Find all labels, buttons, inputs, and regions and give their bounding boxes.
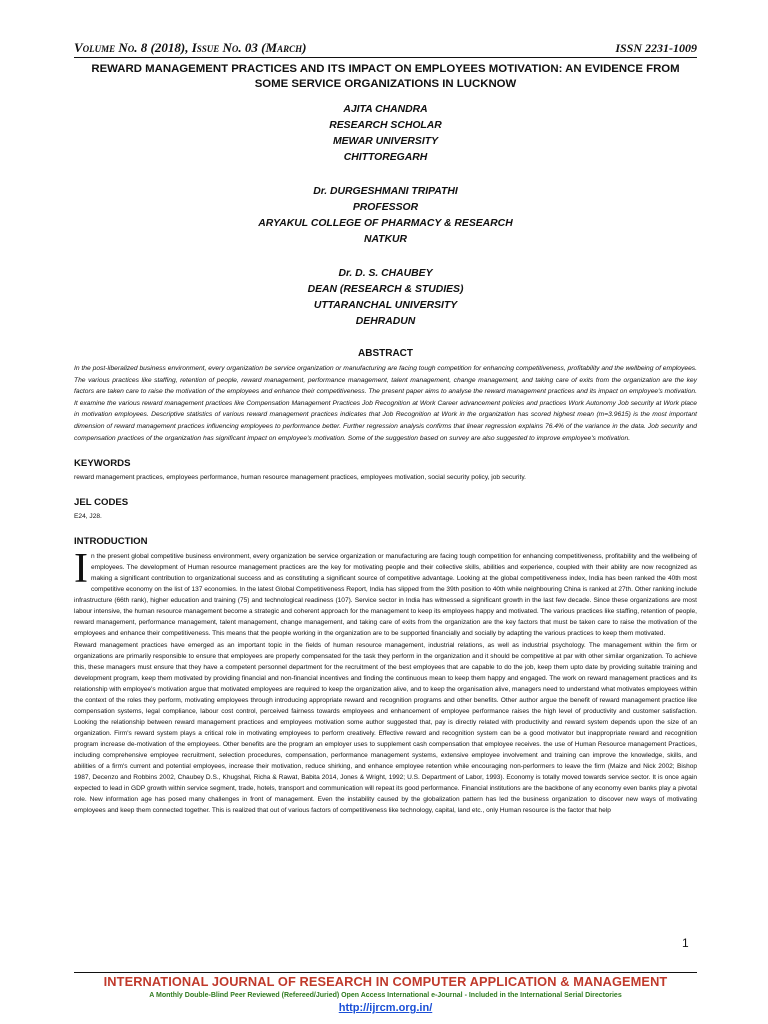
author-location: DEHRADUN	[355, 316, 416, 327]
keywords-heading: KEYWORDS	[74, 458, 131, 470]
page-number: 1	[682, 936, 689, 950]
intro-paragraph-1: n the present global competitive business environment, every organization be service organization or manufacturing are facing tough competition for enhancing competitiveness, profitability and the wellbeing of employees. The development of Human resource management practices are the key for motivating people and their collective skills, abilities and experience, coupled with their ability are now recognized as making a significant contribution to organizational success and as constituting a significant source of competitive advantage. Looking at the global competitiveness index, India has been ranked the 40th most competitive economy on the list of 137 economies. In the latest Global Competitiveness Report, India has slipped from the 39th position to 40th while neighbouring China is ranked at 27th. Other ranking include infrastructure (66th rank), higher education and training (75) and technological readiness (107). Service sector in India has witnessed a significant growth in the last few decade. Since these organizations are most labour intensive, the human resource management become a strategic and coherent approach for the management to keep its employees happy and motivated. The various practices like staffing, retention of people, reward management, performance management, talent management, change management, and taking care of exits from the organization are the key factors that must be taken care to raise the motivation of the employees and enhance their competitiveness. This means that the people working in the organization are to be supported financially and socially by adapting the various practices to keep them motivated.	[74, 553, 697, 638]
author-2	[74, 184, 697, 248]
paper-title: REWARD MANAGEMENT PRACTICES AND ITS IMPACT ON EMPLOYEES MOTIVATION: AN EVIDENCE FROM SOME SERVICE ORGANIZATIONS IN LUCKNOW	[91, 63, 680, 90]
author-role: RESEARCH SCHOLAR	[329, 120, 442, 131]
author-role: PROFESSOR	[352, 202, 419, 213]
volume-issue: Volume No. 8 (2018), Issue No. 03 (March)	[74, 40, 307, 55]
author-1	[74, 102, 697, 166]
intro-paragraph-2: Reward management practices have emerged as an important topic in the fields of human resource management, industrial relations, as well as industrial psychology. The management within the firm or organizations are primarily responsible to ensure that employees are properly compensated for the task they perform in the organization and it should be competitive at par with other similar organization. To achieve this, these managers must ensure that they have a competent personnel department for the recruitment of the best employees that are capable to do the job, keep them upto date by providing suitable training and development program, keep them motivated by providing financial and non-financial incentives and finding the continuous mean to keep them happy and engaged. The work on reward management practices and its relationship with employee's motivation argue that motivated employees are required to keep the organization alive, and to keep the organisation alive, managers need to understand what motivates employees within the context of the roles they perform, motivating employees through introducing appropriate reward and recognition programs and other benefits. Other author argue the benefit of reward management practice like compensation systems, legal compliance, labour cost control, perceived fairness towards employees and enhancement of employee performance raises the high level of productivity and customer satisfaction. Looking the relationship between reward management practices and employees motivation some author suggested that, pay is directly related with productivity and reward system depends upon the size of an organization. Firm's reward system plays a critical role in motivating employees to perform creatively. Effective reward and recognition system can be a good motivator but inappropriate reward and recognition program increase de-motivation of the employees. Other benefits are the program an employer uses to supplement cash compensation that employee receives. the use of Human Resource management Practices, including comprehensive employee recruitment, selection procedures, compensation, performance management systems, extensive employee involvement and training can improve the knowledge, skills, and abilities of a firm's current and potential employees, increase their motivation, reduce shirking, and enhance employee retention while encouraging non-performers to leave the firm (Maize and Nick 2002; Bishop 1987, Decenzo and Robbins 2002, Chaubey D.S., Khugshal, Richa & Rawat, Babita 2014, Jones & Wright, 1992; U.S. Department of Labor, 1993). Economy is totally moved towards service sector. It is once again expected to lead in GDP growth within service segment, trade, hotels, transport and communication will repeat its good performance. Financial institutions are the backbone of any economy even banks play a pivotal role. New information age has posed many challenges in front of management. Even the instability caused by the globalization pattern has led the business organization to discover new ways of motivating employees and keep them connected together. This is realized that out of various factors of competitiveness like technology, capital, land etc., only Human resource is the factor that help	[74, 641, 697, 815]
introduction-body	[74, 546, 697, 816]
author-3	[74, 266, 697, 330]
jel-heading: JEL CODES	[74, 497, 129, 509]
author-affiliation: UTTARANCHAL UNIVERSITY	[313, 300, 458, 311]
journal-name: INTERNATIONAL JOURNAL OF RESEARCH IN COMPUTER APPLICATION & MANAGEMENT	[103, 974, 668, 989]
abstract-text: In the post-liberalized business environment, every organization be service organization or manufacturing are facing tough competition for enhancing competitiveness, profitability and the wellbeing of employees. The various practices like staffing, retention of people, reward management, performance management, talent management, change management, and taking care of exits from the organization are the key factors are taken care to raise the motivation of the employees and enhance their competitiveness. The present paper aims to analyse the reward management practices and its impact on employee's motivation. It examine the various reward management practices like Compensation Management Practices Job Recognition at Work Career advancement policies and practices Work Autonomy Job security at Work place in motivation employees. Descriptive statistics of various reward management practices indicates that Job Recognition at Work in the organization has scored highest mean (m=3.9615) is the most important dimension of reward management practices influencing employees to performance better. Further regression analysis confirms that linear regression explains 76.4% of the variance in the data. Job security and compensation practices of the organization has significant impact on employee's motivation. Some of the suggestion based on survey are also suggested to improve employee's motivation.	[74, 365, 697, 442]
keywords-text: reward management practices, employees performance, human resource management practices, employees motivation, social security policy, job security.	[74, 474, 526, 482]
jel-text: E24, J28.	[74, 513, 102, 521]
journal-url-link[interactable]: http://ijrcm.org.in/	[338, 1002, 433, 1014]
issn: ISSN 2231-1009	[615, 41, 697, 55]
paper-page	[74, 40, 697, 1024]
author-affiliation: ARYAKUL COLLEGE OF PHARMACY & RESEARCH	[258, 218, 513, 229]
author-name: AJITA CHANDRA	[343, 104, 428, 115]
author-name: Dr. DURGESHMANI TRIPATHI	[313, 186, 458, 197]
introduction-heading: INTRODUCTION	[74, 536, 148, 548]
running-header	[74, 40, 697, 58]
journal-tagline: A Monthly Double-Blind Peer Reviewed (Refereed/Juried) Open Access International e-Journal - Included in the International Serial Directories	[149, 992, 622, 999]
author-location: CHITTOREGARH	[343, 152, 428, 163]
drop-cap: I	[74, 546, 88, 593]
author-role: DEAN (RESEARCH & STUDIES)	[307, 284, 464, 295]
author-location: NATKUR	[363, 234, 408, 245]
abstract-heading: ABSTRACT	[358, 348, 413, 359]
author-name: Dr. D. S. CHAUBEY	[338, 268, 433, 279]
journal-footer	[74, 972, 697, 1014]
author-affiliation: MEWAR UNIVERSITY	[332, 136, 439, 147]
author-block	[74, 102, 697, 330]
